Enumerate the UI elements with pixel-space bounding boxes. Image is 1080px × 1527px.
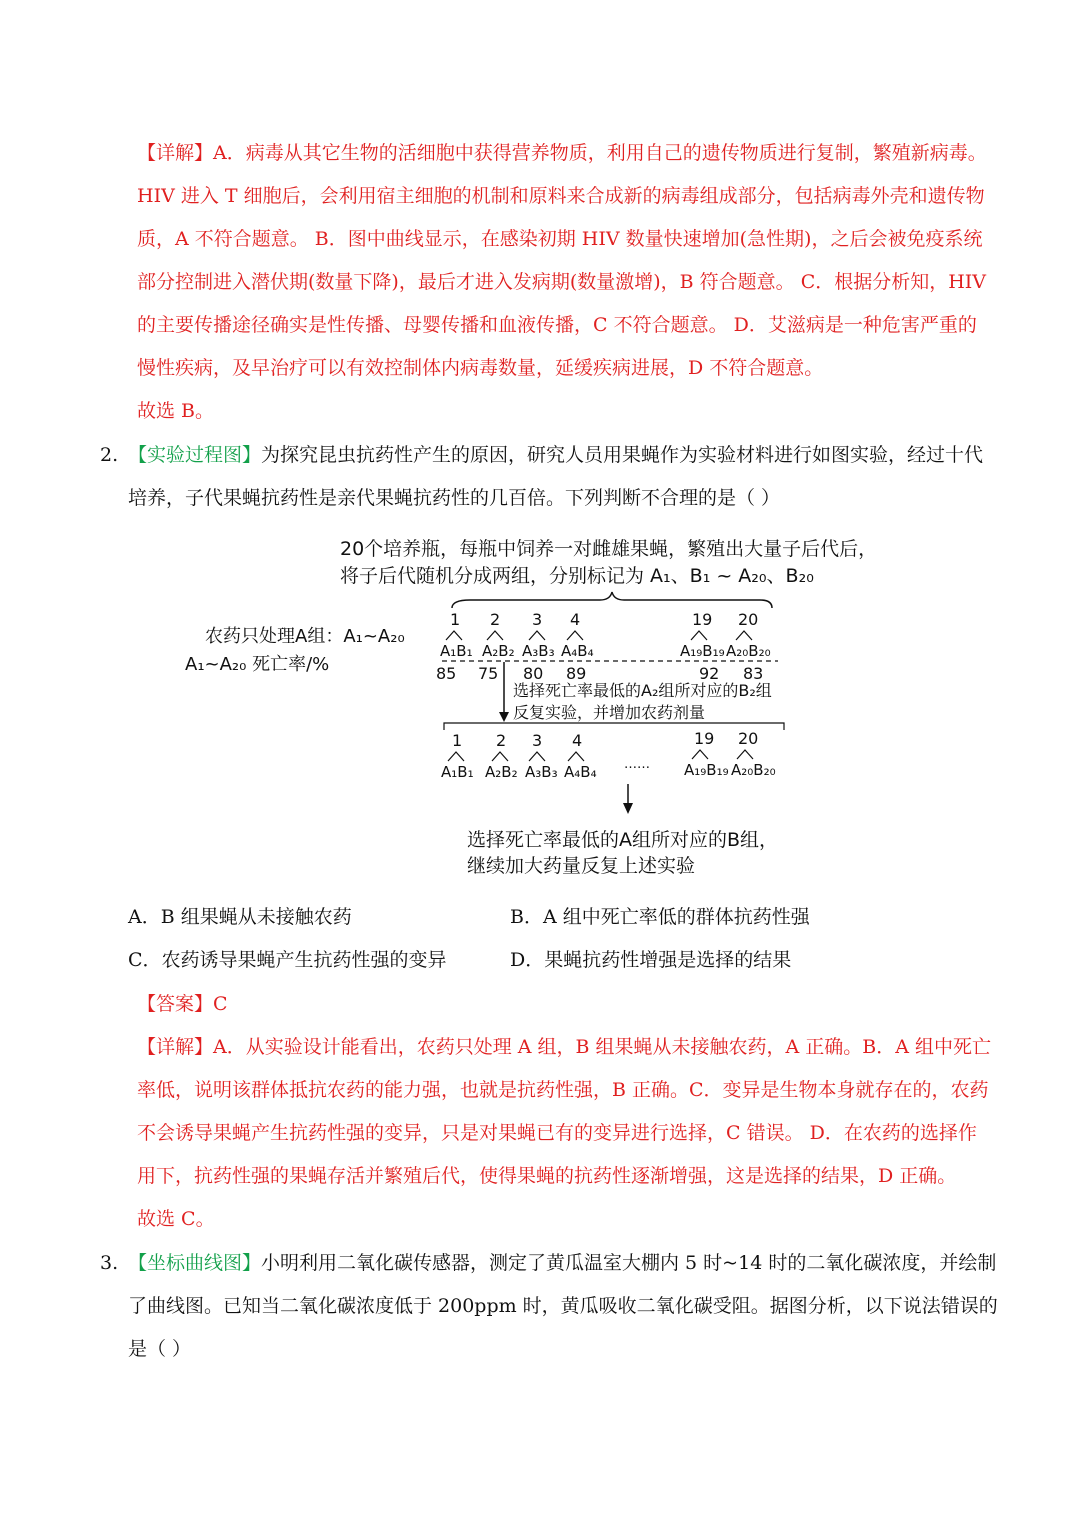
q2-detail-text: A．从实验设计能看出，农药只处理 A 组，B 组果蝇从未接触农药，A 正确。B．A 组中死亡 bbox=[213, 1036, 992, 1058]
q1-detail-text: A．病毒从其它生物的活细胞中获得营养物质，利用自己的遗传物质进行复制，繁殖新病毒。 bbox=[213, 142, 987, 164]
q2-detail-text: 率低，说明该群体抵抗农药的能力强，也就是抗药性强，B 正确。C．变异是生物本身就存在的，农药 bbox=[137, 1079, 989, 1101]
figure-footer: 继续加大药量反复上述实验 bbox=[467, 855, 696, 877]
split-marks bbox=[448, 750, 753, 761]
q2-detail-text: 用下，抗药性强的果蝇存活并繁殖后代，使得果蝇的抗药性逐渐增强，这是选择的结果，D 正确。 bbox=[137, 1165, 957, 1187]
bracket bbox=[444, 723, 784, 730]
middle-note: 选择死亡率最低的A₂组所对应的B₂组 bbox=[513, 681, 772, 700]
pair-label: A₁B₁ bbox=[441, 763, 474, 781]
figure-footer: 选择死亡率最低的A组所对应的B组， bbox=[467, 829, 779, 851]
bottle-number: 4 bbox=[572, 731, 583, 750]
split-marks bbox=[446, 631, 752, 640]
q2-tag: 【实验过程图】 bbox=[128, 444, 262, 466]
q3-stem-line bbox=[128, 1251, 996, 1275]
experiment-diagram bbox=[180, 530, 878, 880]
q3-stem-text: 是（ ） bbox=[128, 1338, 192, 1360]
q1-detail-line bbox=[137, 141, 987, 165]
bottle-number: 1 bbox=[452, 731, 463, 750]
q1-detail-text: 慢性疾病，及早治疗可以有效控制体内病毒数量，延缓疾病进展，D 不符合题意。 bbox=[137, 357, 824, 379]
death-rate: 75 bbox=[478, 664, 499, 683]
answer-tag: 【答案】 bbox=[137, 993, 214, 1015]
bottle-number: 20 bbox=[738, 610, 759, 629]
bottle-number: 19 bbox=[694, 729, 715, 748]
q2-detail-line bbox=[137, 1035, 991, 1059]
dots: …… bbox=[624, 757, 650, 772]
q3-stem-text: 了曲线图。已知当二氧化碳浓度低于 200ppm 时，黄瓜吸收二氧化碳受阻。据图分析，以下说法错误的 bbox=[128, 1295, 998, 1317]
q1-detail-tag: 【详解】 bbox=[137, 142, 214, 164]
pair-label: A₁B₁ bbox=[440, 642, 473, 660]
death-rate: 85 bbox=[436, 664, 457, 683]
bottle-number: 4 bbox=[570, 610, 581, 629]
option-d: D．果蝇抗药性增强是选择的结果 bbox=[510, 949, 792, 971]
q2-stem-text: 为探究昆虫抗药性产生的原因，研究人员用果蝇作为实验材料进行如图实验，经过十代 bbox=[261, 444, 984, 466]
pair-label: A₂B₂ bbox=[482, 642, 515, 660]
bottle-number: 2 bbox=[490, 610, 501, 629]
pair-label: A₂₀B₂₀ bbox=[726, 642, 771, 660]
q1-conclusion: 故选 B。 bbox=[137, 400, 215, 422]
q3-tag: 【坐标曲线图】 bbox=[128, 1252, 262, 1274]
q1-detail-text: 的主要传播途径确实是性传播、母婴传播和血液传播，C 不符合题意。 D．艾滋病是一种危害严重的 bbox=[137, 314, 977, 336]
bottle-number: 1 bbox=[450, 610, 461, 629]
q1-detail-text: HIV 进入 T 细胞后，会利用宿主细胞的机制和原料来合成新的病毒组成部分，包括病毒外壳和遗传物 bbox=[137, 185, 985, 207]
option-a: A．B 组果蝇从未接触农药 bbox=[128, 906, 352, 928]
q2-conclusion: 故选 C。 bbox=[137, 1208, 215, 1230]
arrow-head bbox=[623, 803, 633, 814]
death-rate: 80 bbox=[523, 664, 544, 683]
q3-number: 3. bbox=[100, 1252, 119, 1274]
figure-left-label: A₁~A₂₀ 死亡率/% bbox=[185, 654, 330, 675]
q1-detail-text: 部分控制进入潜伏期(数量下降)，最后才进入发病期(数量激增)，B 符合题意。 C．根据分析知，HIV bbox=[137, 271, 987, 293]
pair-label: A₁₉B₁₉ bbox=[684, 761, 729, 779]
pair-label: A₃B₃ bbox=[522, 642, 555, 660]
q2-detail-text: 不会诱导果蝇产生抗药性强的变异，只是对果蝇已有的变异进行选择，C 错误。 D．在农药的选择作 bbox=[137, 1122, 977, 1144]
pair-label: A₄B₄ bbox=[564, 763, 597, 781]
pair-label: A₄B₄ bbox=[561, 642, 594, 660]
arrow-head bbox=[499, 712, 509, 722]
death-rate: 89 bbox=[566, 664, 587, 683]
pair-label: A₃B₃ bbox=[525, 763, 558, 781]
q2-stem-line bbox=[128, 443, 983, 467]
brace bbox=[452, 592, 772, 608]
bottle-number: 20 bbox=[738, 729, 759, 748]
q2-number: 2. bbox=[100, 444, 119, 466]
q3-stem-text: 小明利用二氧化碳传感器，测定了黄瓜温室大棚内 5 时~14 时的二氧化碳浓度，并绘制 bbox=[261, 1252, 997, 1274]
bottle-number: 19 bbox=[692, 610, 713, 629]
pair-label: A₁₉B₁₉ bbox=[680, 642, 725, 660]
middle-note: 反复实验，并增加农药剂量 bbox=[513, 703, 706, 722]
pair-label: A₂B₂ bbox=[485, 763, 518, 781]
bottle-number: 3 bbox=[532, 731, 543, 750]
death-rate: 92 bbox=[699, 664, 720, 683]
figure-left-label: 农药只处理A组：A₁~A₂₀ bbox=[205, 626, 405, 647]
death-rate: 83 bbox=[743, 664, 764, 683]
bottle-number: 3 bbox=[532, 610, 543, 629]
q2-answer-line bbox=[137, 992, 228, 1016]
answer-value: C bbox=[213, 993, 228, 1015]
q2-detail-tag: 【详解】 bbox=[137, 1036, 214, 1058]
pair-label: A₂₀B₂₀ bbox=[731, 761, 776, 779]
option-b: B．A 组中死亡率低的群体抗药性强 bbox=[510, 906, 810, 928]
figure-header: 20个培养瓶，每瓶中饲养一对雌雄果蝇，繁殖出大量子后代后， bbox=[340, 538, 878, 560]
q1-detail-text: 质，A 不符合题意。 B．图中曲线显示，在感染初期 HIV 数量快速增加(急性期)，之后会被免疫系统 bbox=[137, 228, 983, 250]
option-c: C．农药诱导果蝇产生抗药性强的变异 bbox=[128, 949, 447, 971]
bottle-number: 2 bbox=[496, 731, 507, 750]
figure-header: 将子后代随机分成两组，分别标记为 A₁、B₁ ~ A₂₀、B₂₀ bbox=[340, 565, 814, 587]
q2-stem-text: 培养，子代果蝇抗药性是亲代果蝇抗药性的几百倍。下列判断不合理的是（ ） bbox=[128, 487, 781, 509]
